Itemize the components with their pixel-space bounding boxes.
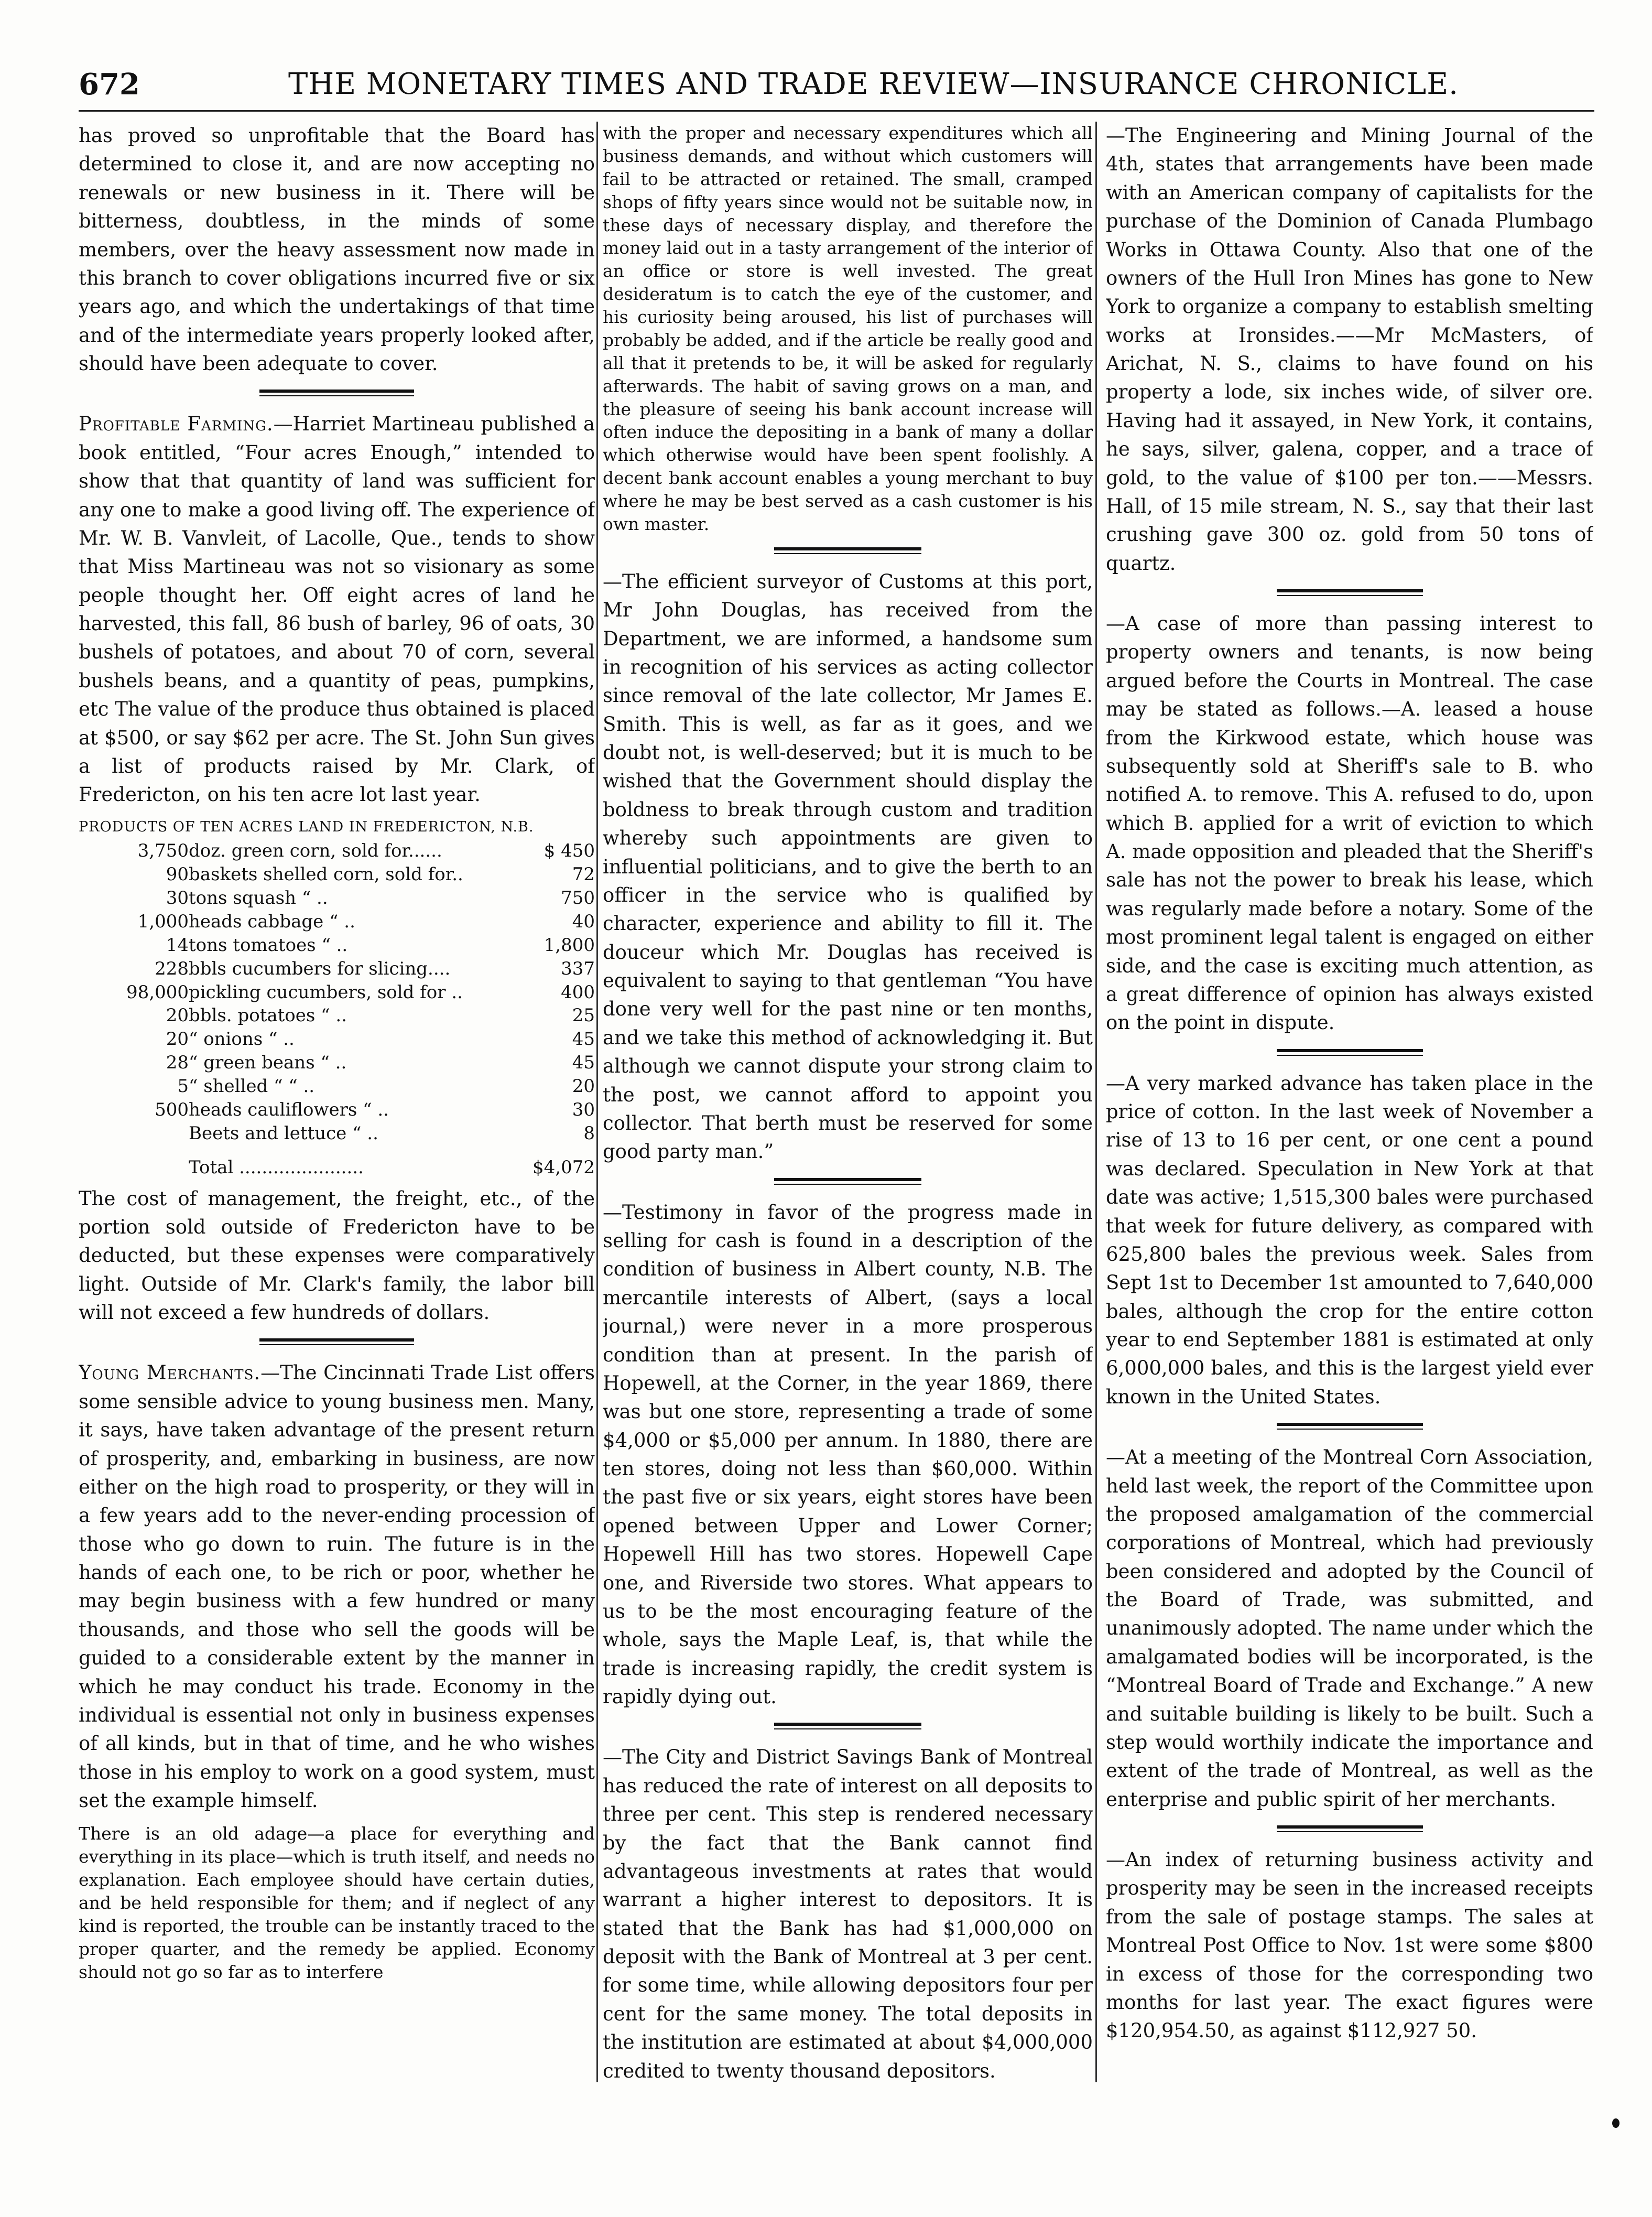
- produce-qty: 500: [155, 1099, 189, 1120]
- article-divider: [774, 547, 921, 554]
- produce-qty: 20: [166, 1029, 189, 1050]
- produce-qty: 90: [166, 864, 189, 885]
- article-paragraph: There is an old adage—a place for everything and everything in its place—which is truth itself, and needs no explanation. Each employee should have certain duties, and be held responsible for them; and if neglect of any kind is reported, the trouble can be instantly traced to the proper quarter, and the remedy be applied. Economy should not go so far as to interfere: [79, 1823, 595, 1982]
- page-number: 672: [79, 67, 140, 102]
- produce-row: [79, 886, 595, 910]
- produce-table-title: PRODUCTS OF TEN ACRES LAND IN FREDERICTON, N.B.: [79, 818, 534, 835]
- produce-value: 400: [561, 981, 595, 1003]
- produce-value: 750: [561, 888, 595, 909]
- produce-desc: bbls cucumbers for slicing....: [189, 958, 451, 979]
- produce-total-row: [79, 1145, 595, 1180]
- produce-value: 40: [572, 911, 595, 932]
- article-body: —The Cincinnati Trade List offers some sensible advice to young business men. Many, it says, have taken advantage of the present return of prosperity, and, embarking in business, are now either on the high road to prosperity, or they will in a few years add to the never-ending procession of those who go down to ruin. The future is in the hands of each one, to be rich or poor, whether he may begin business with a few hundred or many thousands, and those who sell the goods will be guided to a considerable extent by the manner in which he may conduct his trade. Economy in the individual is essential not only in business expenses of all kinds, but in that of time, and he who wishes those in his employ to work on a good system, must set the example himself.: [79, 1361, 595, 1812]
- produce-qty: 28: [166, 1052, 189, 1074]
- article-body: —Harriet Martineau published a book entitled, “Four acres Enough,” intended to show that that quantity of land was sufficient for any one to make a good living off. The experience of Mr. W. B. Vanvleit, of Lacolle, Que., tends to show that Miss Martineau was not so visionary as some people thought her. Off eight acres of land he harvested, this fall, 86 bush of barley, 96 of oats, 30 bushels of potatoes, and about 70 of corn, several bushels beans, and a quantity of peas, pumpkins, etc The value of the produce thus obtained is placed at $500, or say $62 per acre. The St. John Sun gives a list of products raised by Mr. Clark, of Fredericton, on his ten acre lot last year.: [79, 413, 595, 806]
- produce-desc: bbls. potatoes “ ..: [189, 1005, 347, 1026]
- produce-value: 1,800: [544, 934, 595, 956]
- produce-total-label: Total ......................: [189, 1156, 364, 1178]
- produce-total-value: $4,072: [532, 1156, 595, 1178]
- article-divider: [1277, 1049, 1423, 1056]
- article-divider: [1277, 1825, 1423, 1832]
- produce-row: [79, 981, 595, 1004]
- produce-row: [79, 1051, 595, 1075]
- produce-value: 20: [572, 1076, 595, 1097]
- article-paragraph: —The City and District Savings Bank of Montreal has reduced the rate of interest on all deposits to three per cent. This step is rendered necessary by the fact that the Bank cannot find advantageous investments at rates that would warrant a higher interest to depositors. It is stated that the Bank has had $1,000,000 on deposit with the Bank of Montreal at 3 per cent. for some time, while allowing depositors four per cent for the same money. The total deposits in the institution are estimated at about $4,000,000 credited to twenty thousand depositors.: [603, 1746, 1093, 2082]
- produce-value: 72: [572, 864, 595, 885]
- produce-value: 337: [561, 958, 595, 979]
- running-head: THE MONETARY TIMES AND TRADE REVIEW—INSURANCE CHRONICLE.: [288, 67, 1459, 101]
- produce-desc: “ shelled “ “ ..: [189, 1076, 315, 1097]
- produce-desc: tons tomatoes “ ..: [189, 934, 348, 956]
- produce-qty: 14: [166, 934, 189, 956]
- produce-row: [79, 1122, 595, 1145]
- article-paragraph: —A very marked advance has taken place in the price of cotton. In the last week of November a rise of 13 to 16 per cent, or one cent a pound was declared. Speculation in New York at that date was active; 1,515,300 bales were purchased that week for future delivery, as compared with 625,800 bales the previous week. Sales from Sept 1st to December 1st amounted to 7,640,000 bales, although the crop for the entire cotton year to end September 1881 is estimated at only 6,000,000 bales, and this is the largest yield ever known in the United States.: [1106, 1072, 1593, 1408]
- article-divider: [774, 1723, 921, 1729]
- produce-value: 45: [572, 1052, 595, 1074]
- produce-qty: 20: [166, 1005, 189, 1026]
- produce-row: [79, 1075, 595, 1098]
- produce-row: [79, 1004, 595, 1028]
- produce-desc: “ onions “ ..: [189, 1029, 295, 1050]
- produce-desc: tons squash “ ..: [189, 888, 328, 909]
- produce-desc: pickling cucumbers, sold for ..: [189, 981, 463, 1003]
- produce-value: 8: [583, 1122, 595, 1144]
- article-heading: Young Merchants.: [79, 1361, 261, 1385]
- produce-value: 45: [572, 1029, 595, 1050]
- produce-desc: doz. green corn, sold for......: [189, 840, 442, 862]
- produce-row: [79, 839, 595, 863]
- produce-qty: 5: [177, 1076, 189, 1097]
- article-divider: [259, 1338, 415, 1345]
- produce-qty: [79, 1122, 189, 1145]
- article-paragraph: [79, 1359, 595, 1815]
- produce-table: [79, 839, 595, 1179]
- article-paragraph: —At a meeting of the Montreal Corn Association, held last week, the report of the Committee upon the proposed amalgamation of the commercial corporations of Montreal, which had previously been considered and adopted by the Council of the Board of Trade, was submitted, and unanimously adopted. The name under which the amalgamated bodies will be incorporated, is the “Montreal Board of Trade and Exchange.” A new and suitable building is likely to be built. Such a step would worthily indicate the importance and extent of the trade of Montreal, as well as the enterprise and public spirit of her merchants.: [1106, 1446, 1593, 1811]
- article-divider: [259, 390, 415, 396]
- article-divider: [774, 1178, 921, 1185]
- produce-row: [79, 934, 595, 957]
- produce-row: [79, 863, 595, 886]
- produce-desc: “ green beans “ ..: [189, 1052, 347, 1074]
- produce-desc: Beets and lettuce “ ..: [189, 1122, 378, 1144]
- article-divider: [1277, 589, 1423, 596]
- produce-desc: baskets shelled corn, sold for..: [189, 864, 463, 885]
- produce-row: [79, 910, 595, 934]
- produce-qty: 3,750: [137, 840, 189, 862]
- produce-row: [79, 1098, 595, 1122]
- column-rule: [1095, 122, 1097, 2082]
- article-paragraph: with the proper and necessary expenditures which all business demands, and without which customers will fail to be attracted or retained. The small, cramped shops of fifty years since would not be suitable now, in these days of necessary display, and therefore the money laid out in a tasty arrangement of the interior of an office or store is well invested. The great desideratum is to catch the eye of the customer, and his curiosity being aroused, his list of purchases will probably be added, and if the article be really good and all that it pretends to be, it will be asked for regularly afterwards. The habit of saving grows on a man, and the pleasure of seeing his bank account increase will often induce the depositing in a bank of many a dollar which otherwise would have been spent foolishly. A decent bank account enables a young merchant to buy where he may be best served as a cash customer is his own master.: [603, 123, 1093, 534]
- article-divider: [1277, 1423, 1423, 1430]
- produce-value: 30: [572, 1099, 595, 1120]
- produce-qty: 1,000: [137, 911, 189, 932]
- produce-value: 25: [572, 1005, 595, 1026]
- article-paragraph: —The Engineering and Mining Journal of the 4th, states that arrangements have been made with an American company of capitalists for the purchase of the Dominion of Canada Plumbago Works in Ottawa County. Also that one of the owners of the Hull Iron Mines has gone to New York to organize a company to establish smelting works at Ironsides.——Mr McMasters, of Arichat, N. S., claims to have found on his property a lode, six inches wide, of silver ore. Having had it assayed, in New York, it contains, he says, silver, galena, copper, and a trace of gold, to the value of $100 per ton.——Messrs. Hall, of 15 mile stream, N. S., say that their last crushing gave 300 oz. gold from 50 tons of quartz.: [1106, 124, 1593, 575]
- produce-qty: 98,000: [126, 981, 189, 1003]
- column-left: [79, 122, 595, 2093]
- article-paragraph: The cost of management, the freight, etc., of the portion sold outside of Fredericton have to be deducted, but these expenses were comparatively light. Outside of Mr. Clark's family, the labor bill will not exceed a few hundreds of dollars.: [79, 1187, 595, 1324]
- article-paragraph: —The efficient surveyor of Customs at this port, Mr John Douglas, has received from the Department, we are informed, a handsome sum in recognition of his services as acting collector since removal of the late collector, Mr James E. Smith. This is well, as far as it goes, and we doubt not, is well-deserved; but it is much to be wished that the Government should display the boldness to break through custom and tradition whereby such appointments are given to influential politicians, and to give the berth to an officer in the service who is qualified by character, experience and ability to fill it. The douceur which Mr. Douglas has received is equivalent to saying to that gentleman “You have done very well for the past nine or ten months, and we take this method of acknowledging it. But although we cannot dispute your strong claim to the post, we cannot afford to appoint you collector. That berth must be reserved for some good party man.”: [603, 570, 1093, 1163]
- column-right: [1106, 122, 1593, 2093]
- article-paragraph: —A case of more than passing interest to property owners and tenants, is now being argued before the Courts in Montreal. The case may be stated as follows.—A. leased a house from the Kirkwood estate, which house was subsequently sold at Sheriff's sale to B. who notified A. to remove. This A. refused to do, upon which B. applied for a writ of eviction to which A. made opposition and pleaded that the Sheriff's sale has not the power to break his lease, which was regularly made before a notary. Some of the most prominent legal talent is engaged on either side, and the case is exciting much attention, as a great difference of opinion has always existed on the point in dispute.: [1106, 612, 1593, 1034]
- column-middle: [603, 122, 1093, 2093]
- ink-mark: [1612, 2118, 1620, 2128]
- article-paragraph: [79, 410, 595, 809]
- article-paragraph: —Testimony in favor of the progress made in selling for cash is found in a description of the condition of business in Albert county, N.B. The mercantile interests of Albert, (says a local journal,) were never in a more prosperous condition than at present. In the parish of Hopewell, at the Corner, in the year 1869, there was but one store, representing a trade of some $4,000 or $5,000 per annum. In 1880, there are ten stores, doing not less than $60,000. Within the past five or six years, eight stores have been opened between Upper and Lower Corner; Hopewell Hill has two stores. Hopewell Cape one, and Riverside two stores. What appears to us to be the most encouraging feature of the whole, says the Maple Leaf, is, that while the trade is increasing rapidly, the credit system is rapidly dying out.: [603, 1201, 1093, 1708]
- header-rule: [79, 110, 1594, 112]
- produce-value: $ 450: [544, 840, 595, 862]
- produce-row: [79, 1028, 595, 1051]
- produce-desc: heads cauliflowers “ ..: [189, 1099, 389, 1120]
- article-paragraph: —An index of returning business activity and prosperity may be seen in the increased receipts from the sale of postage stamps. The sales at Montreal Post Office to Nov. 1st were some $800 in excess of those for the corresponding two months for last year. The exact figures were $120,954.50, as against $112,927 50.: [1106, 1848, 1593, 2042]
- produce-row: [79, 957, 595, 981]
- page-header: [79, 67, 1594, 109]
- produce-desc: heads cabbage “ ..: [189, 911, 355, 932]
- produce-qty: 228: [155, 958, 189, 979]
- column-rule: [596, 122, 598, 2082]
- produce-qty: 30: [166, 888, 189, 909]
- article-paragraph: has proved so unprofitable that the Board has determined to close it, and are now accepting no renewals or new business in it. There will be bitterness, doubtless, in the minds of some members, over the heavy assessment now made in this branch to cover obligations incurred five or six years ago, and which the undertakings of that time and of the intermediate years properly looked after, should have been adequate to cover.: [79, 124, 595, 375]
- article-heading: Profitable Farming.: [79, 413, 274, 436]
